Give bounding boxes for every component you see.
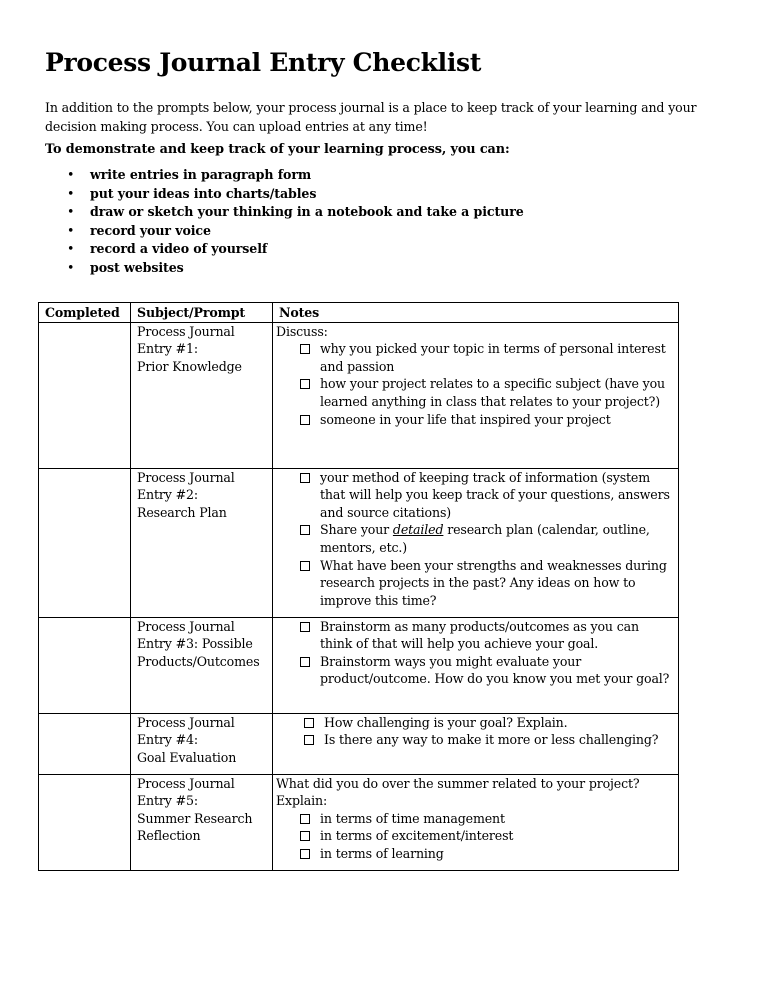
- header-notes: Notes: [273, 303, 679, 323]
- subject-cell: Process Journal Entry #3: Possible Products/Outcomes: [131, 617, 273, 713]
- table-row: [39, 468, 679, 617]
- bullet-item: • put your ideas into charts/tables: [45, 185, 524, 204]
- subject-cell: Process Journal Entry #5: Summer Research Reflection: [131, 774, 273, 870]
- checkbox-item[interactable]: why you picked your topic in terms of personal interest and passion: [300, 340, 674, 375]
- table-row: [39, 713, 679, 774]
- item-text: research plan (calendar, outline, mentors, etc.): [320, 522, 650, 555]
- header-completed: Completed: [39, 303, 131, 323]
- checkbox-item[interactable]: in terms of excitement/interest: [300, 827, 674, 845]
- notes-cell: [273, 468, 679, 617]
- header-subject-prompt: Subject/Prompt: [131, 303, 273, 323]
- subject-cell: Process Journal Entry #2: Research Plan: [131, 468, 273, 617]
- checkbox-item[interactable]: Brainstorm as many products/outcomes as you can think of that will help you achieve your goal.: [300, 618, 674, 653]
- completed-cell[interactable]: [39, 322, 131, 468]
- checkbox-item[interactable]: What have been your strengths and weaknesses during research projects in the past? Any ideas on how to improve this time?: [300, 557, 674, 610]
- checkbox-item[interactable]: in terms of time management: [300, 810, 674, 828]
- notes-cell: [273, 774, 679, 870]
- completed-cell[interactable]: [39, 713, 131, 774]
- notes-cell: [273, 617, 679, 713]
- checkbox-item[interactable]: [300, 521, 674, 556]
- completed-cell[interactable]: [39, 774, 131, 870]
- notes-lead: Discuss:: [276, 323, 328, 339]
- notes-cell: [273, 713, 679, 774]
- bullet-item: • record your voice: [45, 222, 524, 241]
- notes-lead: What did you do over the summer related to your project?: [276, 775, 640, 791]
- item-text: Share your: [320, 522, 390, 538]
- notes-lead: Explain:: [276, 793, 328, 809]
- subheading: To demonstrate and keep track of your learning process, you can:: [45, 142, 510, 157]
- table-row: [39, 322, 679, 468]
- checkbox-item[interactable]: Brainstorm ways you might evaluate your product/outcome. How do you know you met your goal?: [300, 653, 674, 688]
- bullet-item: • write entries in paragraph form: [45, 166, 524, 185]
- checkbox-item[interactable]: How challenging is your goal? Explain.: [304, 714, 674, 732]
- checkbox-item[interactable]: someone in your life that inspired your project: [300, 411, 674, 429]
- intro-paragraph: In addition to the prompts below, your process journal is a place to keep track of your learning and your decision making process. You can upload entries at any time!: [45, 100, 697, 134]
- page-title: Process Journal Entry Checklist: [45, 48, 482, 77]
- bullet-item: • draw or sketch your thinking in a notebook and take a picture: [45, 203, 524, 222]
- bullet-item: • record a video of yourself: [45, 240, 524, 259]
- checkbox-item[interactable]: how your project relates to a specific subject (have you learned anything in class that relates to your project?): [300, 375, 674, 410]
- table-row: [39, 617, 679, 713]
- emphasis-detailed: detailed: [392, 522, 444, 538]
- table-header-row: [39, 303, 679, 323]
- completed-cell[interactable]: [39, 617, 131, 713]
- subject-cell: Process Journal Entry #1: Prior Knowledge: [131, 322, 273, 468]
- method-bullet-list: [45, 166, 524, 277]
- checkbox-item[interactable]: in terms of learning: [300, 845, 674, 863]
- table-row: [39, 774, 679, 870]
- bullet-item: • post websites: [45, 259, 524, 278]
- notes-cell: [273, 322, 679, 468]
- checkbox-item[interactable]: Is there any way to make it more or less challenging?: [304, 731, 674, 749]
- checkbox-item[interactable]: your method of keeping track of information (system that will help you keep track of your questions, answers and source citations): [300, 469, 674, 522]
- completed-cell[interactable]: [39, 468, 131, 617]
- subject-cell: Process Journal Entry #4: Goal Evaluation: [131, 713, 273, 774]
- checklist-table: [38, 302, 679, 871]
